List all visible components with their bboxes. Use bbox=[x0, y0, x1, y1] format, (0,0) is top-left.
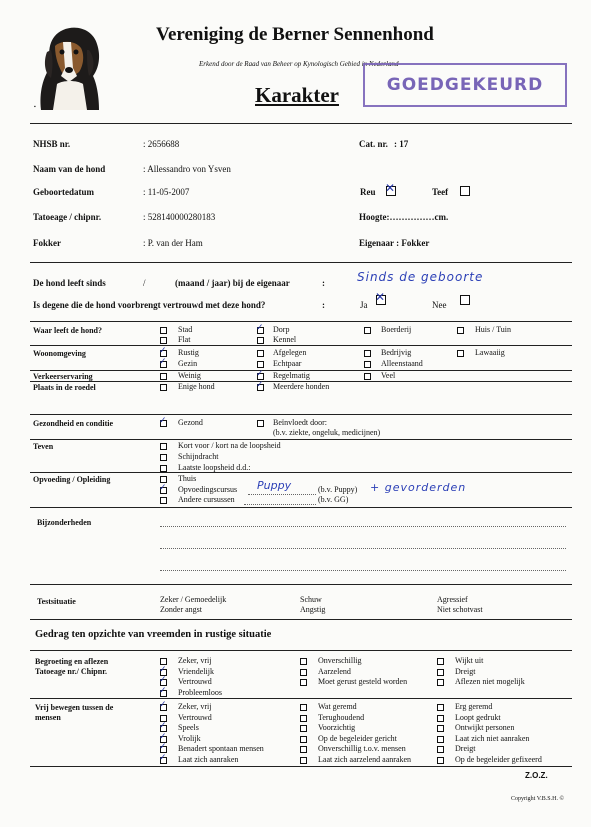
check-mark-meerdere-honden: ✓ bbox=[256, 380, 264, 390]
check-mark-greet_col1-3: ✓ bbox=[159, 685, 167, 696]
section-divider-4 bbox=[30, 439, 572, 440]
behaviour-heading: Gedrag ten opzichte van vreemden in rustige situatie bbox=[35, 629, 272, 640]
checkbox-stad[interactable] bbox=[160, 327, 167, 334]
section-divider-9 bbox=[30, 650, 572, 651]
section-divider-5 bbox=[30, 472, 572, 473]
checkbox-free_col3-0[interactable] bbox=[437, 704, 444, 711]
checkbox-free_col2-5[interactable] bbox=[300, 757, 307, 764]
zoz-label: Z.O.Z. bbox=[525, 771, 548, 780]
check-mark-gezond: ✓ bbox=[159, 416, 167, 426]
section-divider-11 bbox=[30, 766, 572, 767]
option-free_col3-1: Loopt gedrukt bbox=[455, 712, 501, 722]
checkbox-boerderij[interactable] bbox=[364, 327, 371, 334]
course-example: (b.v. Puppy) bbox=[318, 485, 358, 494]
test-label: Testsituatie bbox=[37, 597, 76, 606]
check-mark-free_col1-5: ✓ bbox=[159, 752, 167, 763]
teven-option-1: Kort voor / kort na de loopsheid bbox=[178, 441, 281, 450]
check-mark-gezin: ✓ bbox=[159, 357, 167, 367]
greet-label-1: Begroeting en aflezen bbox=[35, 657, 109, 666]
option-free_col2-2: Voorzichtig bbox=[318, 723, 356, 732]
test-option-niet-schotvast: Niet schotvast bbox=[437, 605, 483, 614]
option-enige-hond: Enige hond bbox=[178, 382, 215, 391]
checkbox-free_col3-4[interactable] bbox=[437, 746, 444, 753]
greet-label-2: Tatoeage nr./ Chipnr. bbox=[35, 667, 108, 676]
option-free_col1-0: Zeker, vrij bbox=[178, 702, 212, 711]
breeder-value: : P. van der Ham bbox=[143, 238, 203, 248]
reu-label: Reu bbox=[360, 187, 376, 197]
dog-portrait bbox=[33, 22, 105, 112]
option-gezond: Gezond bbox=[178, 418, 203, 427]
teven-option-2: Schijndracht bbox=[178, 452, 219, 461]
checkbox-free_col3-2[interactable] bbox=[437, 725, 444, 732]
checkbox-echtpaar[interactable] bbox=[257, 361, 264, 368]
check-mark-free_col1-2: ✓ bbox=[159, 721, 167, 731]
trusted-label: Is degene die de hond voorbrengt vertrouwd met deze hond? bbox=[33, 300, 266, 310]
option-kennel: Kennel bbox=[273, 335, 297, 344]
breeder-label: Fokker bbox=[33, 238, 61, 248]
option-opvoedingscursus: Opvoedingscursus bbox=[178, 485, 238, 494]
section-divider-8 bbox=[30, 619, 572, 620]
option-free_col1-2: Speels bbox=[178, 723, 199, 732]
lives-since-label: De hond leeft sinds bbox=[33, 278, 106, 288]
checkbox-afgelegen[interactable] bbox=[257, 350, 264, 357]
details-line-2[interactable] bbox=[160, 548, 566, 549]
option-thuis: Thuis bbox=[178, 474, 197, 483]
page-title: Vereniging de Berner Sennenhond bbox=[156, 24, 434, 45]
option-free_col2-3: Op de begeleider gericht bbox=[318, 733, 397, 743]
option-greet_col3-1: Dreigt bbox=[455, 666, 476, 676]
option-afgelegen: Afgelegen bbox=[273, 348, 307, 357]
header-divider bbox=[30, 123, 572, 124]
checkbox-greet_col2-1[interactable] bbox=[300, 669, 307, 676]
test-option-angstig: Angstig bbox=[300, 605, 326, 614]
checkbox-free_col2-4[interactable] bbox=[300, 746, 307, 753]
course-extra-handwritten: + gevorderden bbox=[370, 481, 467, 494]
cat-value: : 17 bbox=[394, 139, 409, 149]
option-free_col1-3: Vrolijk bbox=[178, 733, 201, 743]
check-mark-free_col1-0: ✓ bbox=[159, 700, 167, 710]
check-mark-rustig: ✓ bbox=[159, 346, 167, 356]
details-line-3[interactable] bbox=[160, 570, 566, 571]
living-label: Woonomgeving bbox=[33, 349, 86, 358]
portrait-caption: ▪ bbox=[34, 105, 36, 110]
name-value: : Allessandro von Ysven bbox=[143, 164, 231, 174]
checkbox-greet_col2-0[interactable] bbox=[300, 658, 307, 665]
option-huis-tuin: Huis / Tuin bbox=[475, 325, 512, 334]
other-dotted-line bbox=[244, 504, 316, 505]
option-free_col2-1: Terughoudend bbox=[318, 712, 365, 722]
option-beinvloed: Beïnvloedt door: bbox=[273, 418, 327, 427]
option-greet_col2-2: Moet gerust gesteld worden bbox=[318, 677, 408, 686]
where-label: Waar leeft de hond? bbox=[33, 326, 102, 335]
height-label: Hoogte:……………cm. bbox=[359, 212, 449, 222]
test-option-zeker: Zeker / Gemoedelijk bbox=[160, 595, 227, 604]
checkbox-free_col3-5[interactable] bbox=[437, 757, 444, 764]
teef-label: Teef bbox=[432, 187, 449, 197]
pack-label: Plaats in de roedel bbox=[33, 383, 96, 392]
option-beinvloed-sub: (b.v. ziekte, ongeluk, medicijnen) bbox=[273, 428, 381, 437]
lives-since-slash: / bbox=[143, 278, 146, 288]
copyright: Copyright V.B.S.H. © bbox=[511, 796, 565, 802]
section-divider-3 bbox=[30, 414, 572, 415]
checkbox-lawaaiig[interactable] bbox=[457, 350, 464, 357]
option-free_col3-3: Laat zich niet aanraken bbox=[455, 733, 530, 743]
checkbox-greet_col3-0[interactable] bbox=[437, 658, 444, 665]
checkbox-teven-3[interactable] bbox=[160, 465, 167, 472]
tattoo-value: : 528140000280183 bbox=[143, 212, 216, 222]
checkbox-free_col3-3[interactable] bbox=[437, 736, 444, 743]
option-greet_col3-0: Wijkt uit bbox=[455, 656, 484, 665]
checkbox-beinvloed[interactable] bbox=[257, 420, 264, 427]
teven-option-3: Laatste loopsheid d.d.: bbox=[178, 463, 251, 472]
checkbox-free_col2-3[interactable] bbox=[300, 736, 307, 743]
check-mark-free_col1-4: ✓ bbox=[159, 742, 167, 752]
option-weinig: Weinig bbox=[178, 371, 201, 380]
option-bedrijvig: Bedrijvig bbox=[381, 348, 412, 357]
nhsb-value: : 2656688 bbox=[143, 139, 180, 149]
form-title: Karakter bbox=[255, 83, 339, 107]
check-mark-greet_col1-1: ✓ bbox=[159, 664, 167, 675]
section-divider-10 bbox=[30, 698, 572, 699]
option-gezin: Gezin bbox=[178, 359, 198, 368]
ja-label: Ja bbox=[360, 300, 368, 310]
option-greet_col1-3: Probleemloos bbox=[178, 687, 222, 697]
nee-checkbox[interactable] bbox=[460, 295, 470, 305]
option-lawaaiig: Lawaaiig bbox=[475, 348, 505, 357]
section-divider-6 bbox=[30, 507, 572, 508]
check-mark-regelmatig: ✓ bbox=[256, 369, 264, 379]
course-dotted-line bbox=[248, 494, 316, 495]
checkbox-kennel[interactable] bbox=[257, 337, 264, 344]
option-free_col2-4: Onverschillig t.o.v. mensen bbox=[318, 744, 406, 753]
checkbox-greet_col1-0[interactable] bbox=[160, 658, 167, 665]
test-option-agressief: Agressief bbox=[437, 595, 468, 604]
option-free_col3-4: Dreigt bbox=[455, 744, 476, 753]
course-handwritten: Puppy bbox=[257, 479, 292, 492]
checkbox-teven-2[interactable] bbox=[160, 454, 167, 461]
checkbox-bedrijvig[interactable] bbox=[364, 350, 371, 357]
checkbox-alleenstaand[interactable] bbox=[364, 361, 371, 368]
section-divider-7 bbox=[30, 584, 572, 585]
check-mark-free_col1-3: ✓ bbox=[159, 731, 167, 742]
checkbox-enige-hond[interactable] bbox=[160, 384, 167, 391]
free-label-1: Vrij bewegen tussen de bbox=[35, 703, 114, 712]
option-greet_col2-1: Aarzelend bbox=[318, 666, 351, 676]
option-veel: Veel bbox=[381, 371, 396, 380]
checkbox-greet_col3-2[interactable] bbox=[437, 679, 444, 686]
lives-since-suffix: (maand / jaar) bij de eigenaar bbox=[175, 278, 290, 288]
section-divider-2 bbox=[30, 321, 572, 322]
reu-check-mark: ✕ bbox=[385, 181, 396, 195]
option-rustig: Rustig bbox=[178, 348, 199, 357]
birth-label: Geboortedatum bbox=[33, 187, 94, 197]
option-free_col1-5: Laat zich aanraken bbox=[178, 754, 239, 764]
health-label: Gezondheid en conditie bbox=[33, 419, 114, 428]
option-free_col2-0: Wat geremd bbox=[318, 702, 357, 711]
checkbox-greet_col2-2[interactable] bbox=[300, 679, 307, 686]
teven-label: Teven bbox=[33, 442, 54, 451]
option-regelmatig: Regelmatig bbox=[273, 371, 310, 380]
traffic-label: Verkeerservaring bbox=[33, 372, 93, 381]
approved-stamp: GOEDGEKEURD bbox=[363, 63, 567, 107]
option-boerderij: Boerderij bbox=[381, 325, 412, 334]
checkbox-weinig[interactable] bbox=[160, 373, 167, 380]
checkbox-free_col2-2[interactable] bbox=[300, 725, 307, 732]
option-alleenstaand: Alleenstaand bbox=[381, 359, 423, 368]
option-dorp: Dorp bbox=[273, 325, 290, 334]
option-flat: Flat bbox=[178, 335, 191, 344]
checkbox-andere-cursussen[interactable] bbox=[160, 497, 167, 504]
test-option-zonder-angst: Zonder angst bbox=[160, 605, 202, 614]
checkbox-teven-1[interactable] bbox=[160, 443, 167, 450]
checkbox-greet_col3-1[interactable] bbox=[437, 669, 444, 676]
checkbox-free_col2-1[interactable] bbox=[300, 715, 307, 722]
name-label: Naam van de hond bbox=[33, 164, 106, 174]
checkbox-flat[interactable] bbox=[160, 337, 167, 344]
checkbox-veel[interactable] bbox=[364, 373, 371, 380]
trusted-colon: : bbox=[322, 300, 325, 310]
option-free_col2-5: Laat zich aarzelend aanraken bbox=[318, 754, 412, 764]
checkbox-free_col3-1[interactable] bbox=[437, 715, 444, 722]
option-greet_col1-2: Vertrouwd bbox=[178, 677, 212, 686]
nhsb-label: NHSB nr. bbox=[33, 139, 71, 149]
env-divider-1 bbox=[30, 345, 572, 346]
test-option-schuw: Schuw bbox=[300, 595, 322, 604]
option-free_col1-1: Vertrouwd bbox=[178, 712, 212, 722]
option-free_col3-0: Erg geremd bbox=[455, 702, 493, 711]
option-meerdere-honden: Meerdere honden bbox=[273, 382, 330, 391]
owner-label: Eigenaar : Fokker bbox=[359, 238, 430, 248]
free-label-2: mensen bbox=[35, 713, 61, 722]
details-label: Bijzonderheden bbox=[37, 518, 92, 527]
option-andere-cursussen: Andere cursussen bbox=[178, 495, 235, 504]
lives-since-handwritten: Sinds de geboorte bbox=[357, 270, 484, 284]
nee-label: Nee bbox=[432, 300, 447, 310]
checkbox-thuis[interactable] bbox=[160, 476, 167, 483]
ja-check-mark: ✕ bbox=[375, 290, 386, 304]
page-subtitle: Erkend door de Raad van Beheer op Kynologisch Gebied in Nederland bbox=[199, 60, 399, 68]
birth-value: : 11-05-2007 bbox=[143, 187, 190, 197]
option-echtpaar: Echtpaar bbox=[273, 359, 302, 368]
lives-since-colon: : bbox=[322, 278, 325, 288]
tattoo-label: Tatoeage / chipnr. bbox=[33, 212, 102, 222]
option-stad: Stad bbox=[178, 325, 193, 334]
option-free_col1-4: Benadert spontaan mensen bbox=[178, 744, 264, 753]
checkbox-huis-tuin[interactable] bbox=[457, 327, 464, 334]
option-free_col3-2: Ontwijkt personen bbox=[455, 723, 515, 732]
option-greet_col1-1: Vriendelijk bbox=[178, 666, 214, 676]
details-line-1[interactable] bbox=[160, 526, 566, 527]
option-greet_col3-2: Aflezen niet mogelijk bbox=[455, 677, 525, 686]
other-example: (b.v. GG) bbox=[318, 495, 349, 504]
checkbox-free_col2-0[interactable] bbox=[300, 704, 307, 711]
teef-checkbox[interactable] bbox=[460, 186, 470, 196]
option-greet_col1-0: Zeker, vrij bbox=[178, 656, 212, 665]
section-divider-1 bbox=[30, 262, 572, 263]
option-greet_col2-0: Onverschillig bbox=[318, 656, 362, 665]
cat-label: Cat. nr. bbox=[359, 139, 388, 149]
check-mark-opvoedingscursus: ✓ bbox=[159, 483, 167, 493]
education-label: Opvoeding / Opleiding bbox=[33, 475, 111, 484]
option-free_col3-5: Op de begeleider gefixeerd bbox=[455, 754, 542, 764]
check-mark-dorp: ✓ bbox=[256, 323, 264, 333]
check-mark-greet_col1-2: ✓ bbox=[159, 675, 167, 685]
